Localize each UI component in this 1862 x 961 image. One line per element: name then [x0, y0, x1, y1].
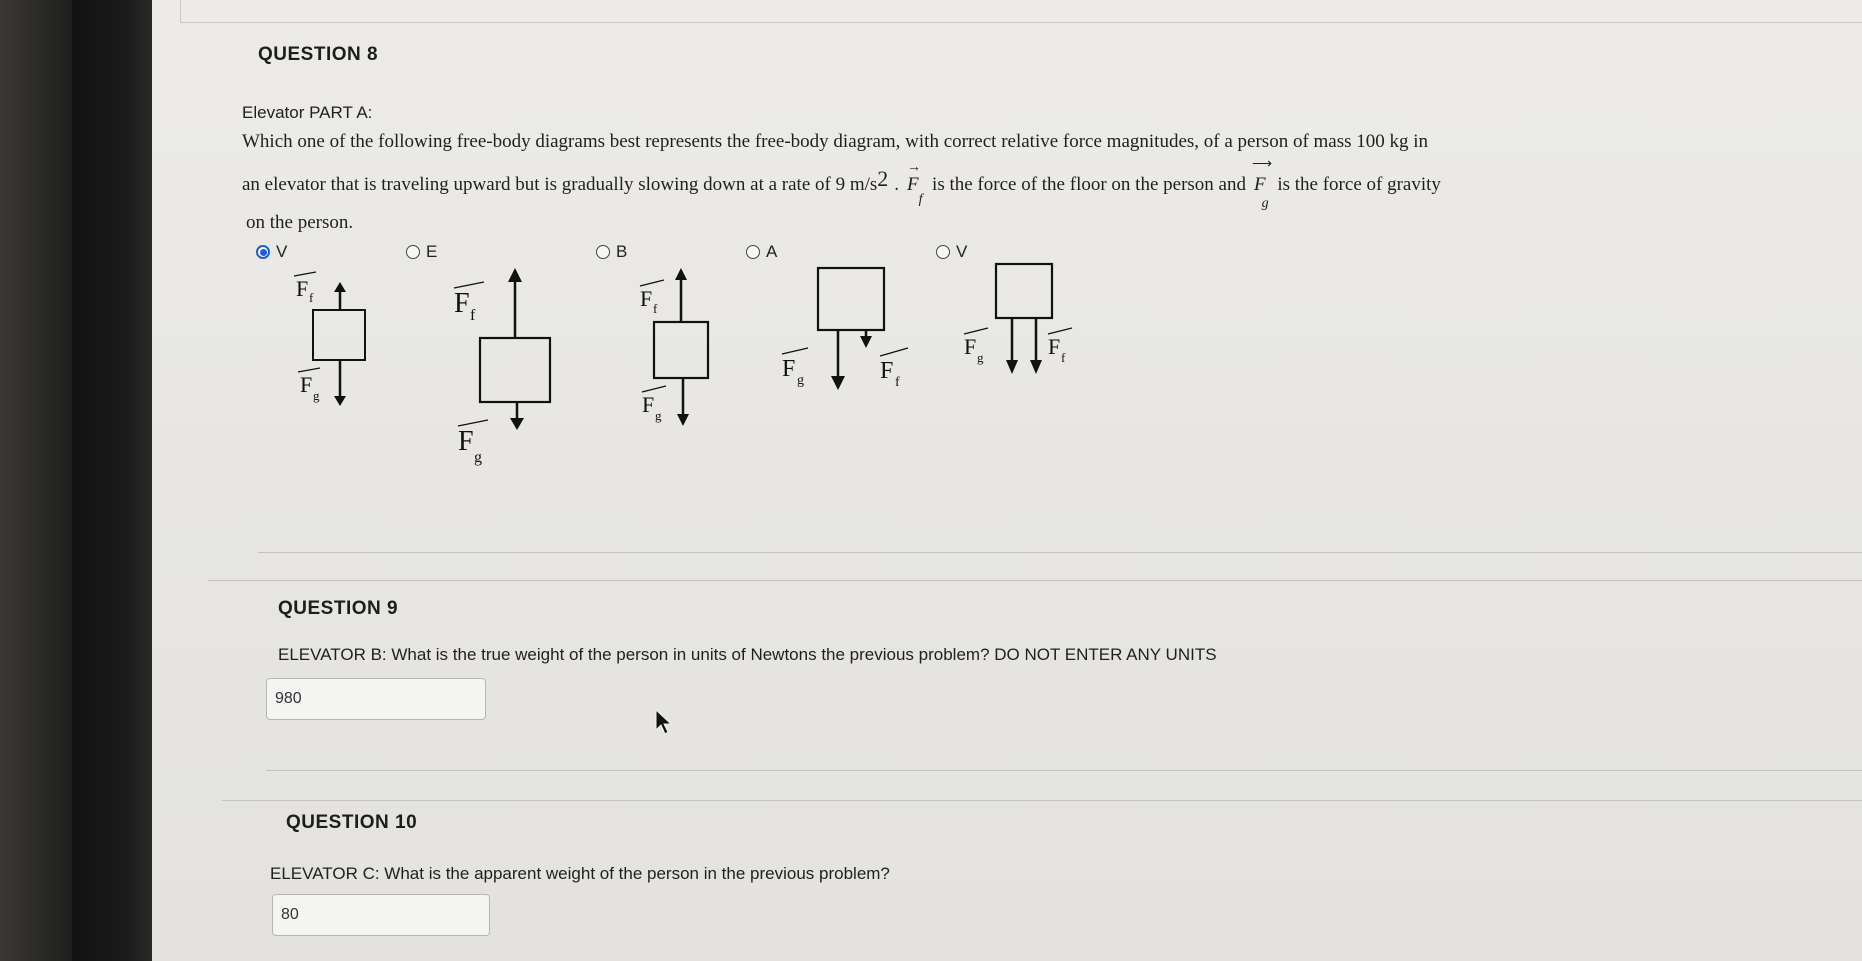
- question-10-answer-input[interactable]: 80: [272, 894, 490, 936]
- ff-label: F: [296, 276, 309, 301]
- fg-sub: g: [474, 449, 482, 466]
- fg-arrow-head: [1006, 360, 1018, 374]
- fg-label: F: [782, 356, 796, 382]
- diagram-v-1: [286, 262, 376, 412]
- mass-box: [480, 338, 550, 402]
- ff-label: F: [880, 358, 894, 384]
- mouse-cursor-icon: [654, 708, 674, 738]
- ff-symbol: [907, 160, 923, 207]
- ff-arrow-head: [860, 336, 872, 348]
- fg-sub: g: [313, 388, 320, 403]
- question-8-title: QUESTION 8: [258, 44, 379, 65]
- ff-label: F: [1048, 334, 1061, 359]
- question-8-line-2c: is the force of gravity: [1277, 174, 1441, 195]
- question-9-title: QUESTION 9: [278, 598, 399, 619]
- question-8-line-2b: is the force of the floor on the person and: [932, 174, 1246, 195]
- radio-icon[interactable]: [936, 245, 950, 259]
- question-8-line-3: on the person.: [246, 212, 354, 233]
- ff-arrow-head: [334, 282, 346, 292]
- ff-label: F: [640, 286, 653, 311]
- radio-icon[interactable]: [406, 245, 420, 259]
- container-top-border: [180, 22, 1862, 23]
- question-10-prompt: ELEVATOR C: What is the apparent weight of the person in the previous problem?: [270, 864, 890, 883]
- choice-a[interactable]: [746, 242, 777, 262]
- fg-sub: g: [977, 350, 984, 365]
- ff-sub: f: [1061, 350, 1066, 365]
- choice-label: V: [276, 242, 288, 261]
- choice-label: E: [426, 242, 438, 261]
- mass-box: [996, 264, 1052, 318]
- rate-value: 9 m/s: [835, 174, 878, 195]
- ff-arrow-head: [1030, 360, 1042, 374]
- ff-subscript: f: [918, 191, 923, 207]
- ff-sub: f: [309, 290, 314, 305]
- fg-arrow-head: [334, 396, 346, 406]
- choice-label: A: [766, 242, 778, 261]
- ff-arrow-head: [508, 268, 522, 282]
- question-8-line-2a: an elevator that is traveling upward but is gradually slowing down at a rate of: [242, 174, 831, 195]
- radio-icon[interactable]: [596, 245, 610, 259]
- question-9-answer-input[interactable]: 980: [266, 678, 486, 720]
- choice-b[interactable]: [596, 242, 627, 262]
- fg-letter: F: [1253, 174, 1266, 195]
- radio-selected-icon[interactable]: [256, 245, 270, 259]
- question-8-subtitle: Elevator PART A:: [242, 103, 373, 122]
- monitor-bezel-left: [0, 0, 72, 961]
- container-edge: [180, 0, 181, 22]
- vector-arrow-icon: [782, 348, 808, 354]
- radio-icon[interactable]: [746, 245, 760, 259]
- choice-e[interactable]: [406, 242, 437, 262]
- choice-label: V: [956, 242, 968, 261]
- diagram-v-2: [956, 262, 1086, 382]
- diagram-b: [632, 262, 732, 432]
- question-9-prompt: ELEVATOR B: What is the true weight of the person in units of Newtons the previous problem? DO NOT ENTER ANY UNITS: [278, 645, 1217, 664]
- question-8-line-2: [242, 157, 1441, 211]
- fg-sub: g: [797, 373, 804, 388]
- fg-label: F: [964, 334, 977, 359]
- fg-label: F: [642, 392, 655, 417]
- fg-symbol: [1251, 157, 1273, 211]
- monitor-bezel-edge: [72, 0, 152, 961]
- rate-exponent: 2: [877, 166, 889, 191]
- vector-arrow-icon: [880, 348, 908, 356]
- ff-label: F: [454, 288, 470, 319]
- fg-arrow-head: [677, 414, 689, 426]
- divider: [266, 770, 1862, 771]
- sentence-dot: .: [894, 174, 900, 195]
- choice-v-1[interactable]: [256, 242, 287, 262]
- question-8-line-1: Which one of the following free-body diagrams best represents the free-body diagram, with correct relative force magnitudes, of a person of mass 100 kg in: [242, 131, 1429, 152]
- choice-v-2[interactable]: [936, 242, 967, 262]
- fg-subscript: g: [1261, 195, 1269, 211]
- vector-arrow-icon: ⟶: [1251, 157, 1273, 172]
- ff-sub: f: [653, 301, 658, 316]
- diagram-e: [448, 262, 568, 472]
- choice-label: B: [616, 242, 628, 261]
- ff-arrow-head: [675, 268, 687, 280]
- diagram-a: [776, 262, 926, 402]
- ff-sub: f: [895, 375, 900, 390]
- fg-arrow-head: [510, 418, 524, 430]
- mass-box: [313, 310, 365, 360]
- ff-letter: F: [907, 174, 919, 195]
- divider: [222, 800, 1862, 801]
- vector-arrow-icon: →: [907, 160, 922, 175]
- mass-box: [654, 322, 708, 378]
- fg-arrow-head: [831, 376, 845, 390]
- fg-label: F: [458, 426, 474, 457]
- fg-sub: g: [655, 408, 662, 423]
- divider: [258, 552, 1862, 553]
- divider: [208, 580, 1862, 581]
- ff-sub: f: [470, 307, 476, 324]
- question-10-title: QUESTION 10: [286, 812, 418, 833]
- fg-label: F: [300, 372, 313, 397]
- mass-box: [818, 268, 884, 330]
